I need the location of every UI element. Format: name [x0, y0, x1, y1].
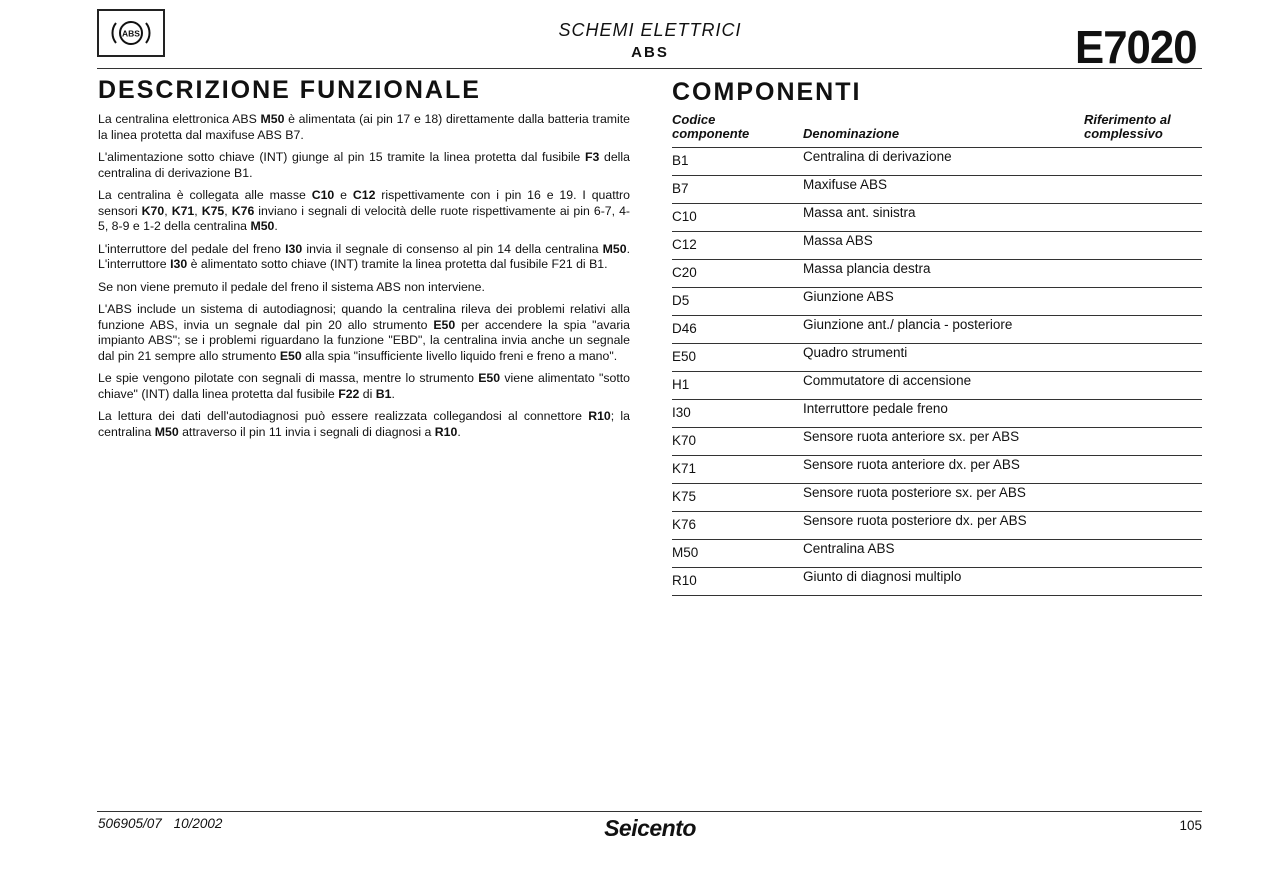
- component-code: R10: [672, 573, 697, 588]
- component-code: K75: [672, 489, 697, 504]
- description-paragraph: [98, 280, 630, 296]
- component-code: D46: [672, 321, 697, 336]
- footer-divider: [97, 811, 1202, 812]
- component-reference: K76: [231, 203, 255, 218]
- table-row: [672, 288, 1202, 316]
- table-row: [672, 176, 1202, 204]
- paragraph-text: ,: [164, 203, 172, 218]
- paragraph-text: di: [359, 386, 376, 401]
- component-name: Centralina ABS: [803, 541, 895, 556]
- paragraph-text: La centralina è collegata alle masse: [98, 188, 312, 202]
- component-reference: M50: [250, 219, 275, 233]
- component-reference: M50: [154, 424, 179, 439]
- paragraph-text: è alimentata (ai pin 17 e 18) direttamente dalla batteria tramite la linea protetta dal maxifuse ABS B7.: [98, 112, 631, 142]
- component-name: Quadro strumenti: [803, 345, 908, 360]
- paragraph-text: inviano i segnali di velocità delle ruote rispettivamente ai pin 6-7, 4-5, 8-9 e 1-2 della centralina: [98, 203, 630, 233]
- components-table: [672, 147, 1202, 596]
- header-title: SCHEMI ELETTRICI: [558, 20, 742, 40]
- document-number: 506905/07 10/2002: [98, 816, 223, 831]
- column-header-name: Denominazione: [803, 126, 900, 141]
- table-row: [672, 344, 1202, 372]
- paragraph-text: viene alimentato "sotto chiave" (INT) dalla linea protetta dal fusibile: [98, 371, 631, 401]
- table-row: [672, 316, 1202, 344]
- paragraph-text: invia il segnale di consenso al pin 14 della centralina: [302, 241, 603, 256]
- paragraph-text: .: [457, 424, 461, 439]
- description-paragraph: [98, 371, 630, 402]
- component-name: Massa ABS: [803, 233, 873, 248]
- component-reference: F3: [584, 150, 600, 164]
- paragraph-text: e: [334, 188, 353, 202]
- components-title: COMPONENTI: [672, 78, 862, 106]
- component-name: Giunzione ant./ plancia - posteriore: [803, 317, 1013, 332]
- paragraph-text: La centralina elettronica ABS: [98, 112, 261, 126]
- document-code: E7020: [1075, 21, 1197, 73]
- brand-name: Seicento: [604, 815, 696, 841]
- component-name: Giunzione ABS: [803, 289, 894, 304]
- abs-warning-icon: [106, 15, 156, 51]
- component-reference: M50: [260, 112, 285, 126]
- components-table-header: [672, 113, 1202, 147]
- component-code: C20: [672, 265, 697, 280]
- component-name: Giunto di diagnosi multiplo: [803, 569, 962, 584]
- header-divider: [97, 68, 1202, 69]
- component-name: Massa plancia destra: [803, 261, 931, 276]
- component-code: K76: [672, 517, 697, 532]
- column-header-code: Codice componente: [672, 112, 750, 141]
- functional-description-body: [98, 112, 630, 447]
- component-reference: R10: [588, 409, 611, 423]
- description-paragraph: [98, 242, 630, 273]
- component-reference: M50: [602, 241, 627, 256]
- paragraph-text: La lettura dei dati dell'autodiagnosi può essere realizzata collegandosi al connettore: [98, 409, 589, 423]
- component-name: Maxifuse ABS: [803, 177, 888, 192]
- paragraph-text: Se non viene premuto il pedale del freno il sistema ABS non interviene.: [98, 279, 485, 294]
- paragraph-text: L'alimentazione sotto chiave (INT) giunge al pin 15 tramite la linea protetta dal fusibile: [98, 150, 585, 164]
- table-row: [672, 484, 1202, 512]
- component-code: K70: [672, 433, 697, 448]
- table-row: [672, 148, 1202, 176]
- column-header-reference: Riferimento al complessivo: [1084, 112, 1171, 141]
- header-subtitle: ABS: [631, 44, 669, 61]
- description-paragraph: [98, 302, 630, 364]
- paragraph-text: Le spie vengono pilotate con segnali di massa, mentre lo strumento: [98, 371, 479, 385]
- component-code: M50: [672, 545, 699, 560]
- component-name: Sensore ruota posteriore sx. per ABS: [803, 485, 1026, 500]
- component-code: K71: [672, 461, 697, 476]
- component-code: H1: [672, 377, 690, 392]
- paragraph-text: per accendere la spia "avaria impianto ABS"; se i problemi riguardano la funzione "EBD", la centralina invia anche un segnale dal pin 21 sempre allo strumento: [98, 317, 630, 363]
- component-name: Sensore ruota anteriore dx. per ABS: [803, 457, 1020, 472]
- component-code: C10: [672, 209, 697, 224]
- component-reference: E50: [478, 371, 501, 385]
- table-row: [672, 372, 1202, 400]
- component-name: Interruttore pedale freno: [803, 401, 948, 416]
- component-name: Massa ant. sinistra: [803, 205, 916, 220]
- component-code: E50: [672, 349, 697, 364]
- component-code: B1: [672, 153, 689, 168]
- component-reference: C12: [352, 188, 376, 202]
- table-row: [672, 428, 1202, 456]
- paragraph-text: della centralina di derivazione B1.: [98, 150, 630, 180]
- page-number: 105: [1179, 818, 1202, 833]
- table-row: [672, 232, 1202, 260]
- description-paragraph: [98, 150, 630, 181]
- component-reference: B1: [375, 386, 392, 401]
- table-row: [672, 204, 1202, 232]
- abs-logo-text: ABS: [122, 28, 140, 39]
- functional-description-title: DESCRIZIONE FUNZIONALE: [98, 76, 481, 104]
- table-row: [672, 456, 1202, 484]
- paragraph-text: attraverso il pin 11 invia i segnali di diagnosi a: [178, 424, 435, 439]
- description-paragraph: [98, 112, 630, 143]
- table-row: [672, 260, 1202, 288]
- paragraph-text: alla spia "insufficiente livello liquido freni e freno a mano".: [301, 348, 618, 363]
- paragraph-text: L'interruttore del pedale del freno: [98, 241, 286, 256]
- component-reference: I30: [285, 241, 303, 256]
- paragraph-text: L'ABS include un sistema di autodiagnosi; quando la centralina rileva dei problemi relativi alla funzione ABS, invia un segnale dal pin 20 allo strumento: [98, 302, 630, 332]
- component-name: Sensore ruota anteriore sx. per ABS: [803, 429, 1020, 444]
- paragraph-text: ,: [224, 203, 232, 218]
- paragraph-text: .: [391, 386, 395, 401]
- paragraph-text: ,: [194, 203, 202, 218]
- table-row: [672, 512, 1202, 540]
- component-code: I30: [672, 405, 691, 420]
- component-reference: K71: [171, 203, 195, 218]
- component-code: D5: [672, 293, 690, 308]
- component-reference: E50: [279, 348, 302, 363]
- component-reference: F22: [338, 386, 360, 401]
- component-name: Sensore ruota posteriore dx. per ABS: [803, 513, 1027, 528]
- component-reference: I30: [170, 257, 188, 271]
- table-row: [672, 568, 1202, 596]
- component-reference: R10: [434, 424, 458, 439]
- abs-logo: [97, 9, 165, 57]
- component-reference: C10: [311, 188, 335, 202]
- component-reference: K70: [141, 203, 165, 218]
- paragraph-text: . L'interruttore: [98, 241, 630, 271]
- table-row: [672, 540, 1202, 568]
- component-name: Commutatore di accensione: [803, 373, 972, 388]
- description-paragraph: [98, 188, 630, 235]
- component-reference: E50: [433, 317, 456, 332]
- paragraph-text: ; la centralina: [98, 409, 630, 439]
- paragraph-text: rispettivamente con i pin 16 e 19. I quattro sensori: [98, 188, 630, 218]
- component-name: Centralina di derivazione: [803, 149, 952, 164]
- paragraph-text: .: [274, 219, 278, 233]
- description-paragraph: [98, 409, 630, 440]
- component-reference: K75: [201, 203, 225, 218]
- table-row: [672, 400, 1202, 428]
- component-code: B7: [672, 181, 689, 196]
- paragraph-text: è alimentato sotto chiave (INT) tramite la linea protetta dal fusibile F21 di B1.: [187, 257, 608, 271]
- component-code: C12: [672, 237, 697, 252]
